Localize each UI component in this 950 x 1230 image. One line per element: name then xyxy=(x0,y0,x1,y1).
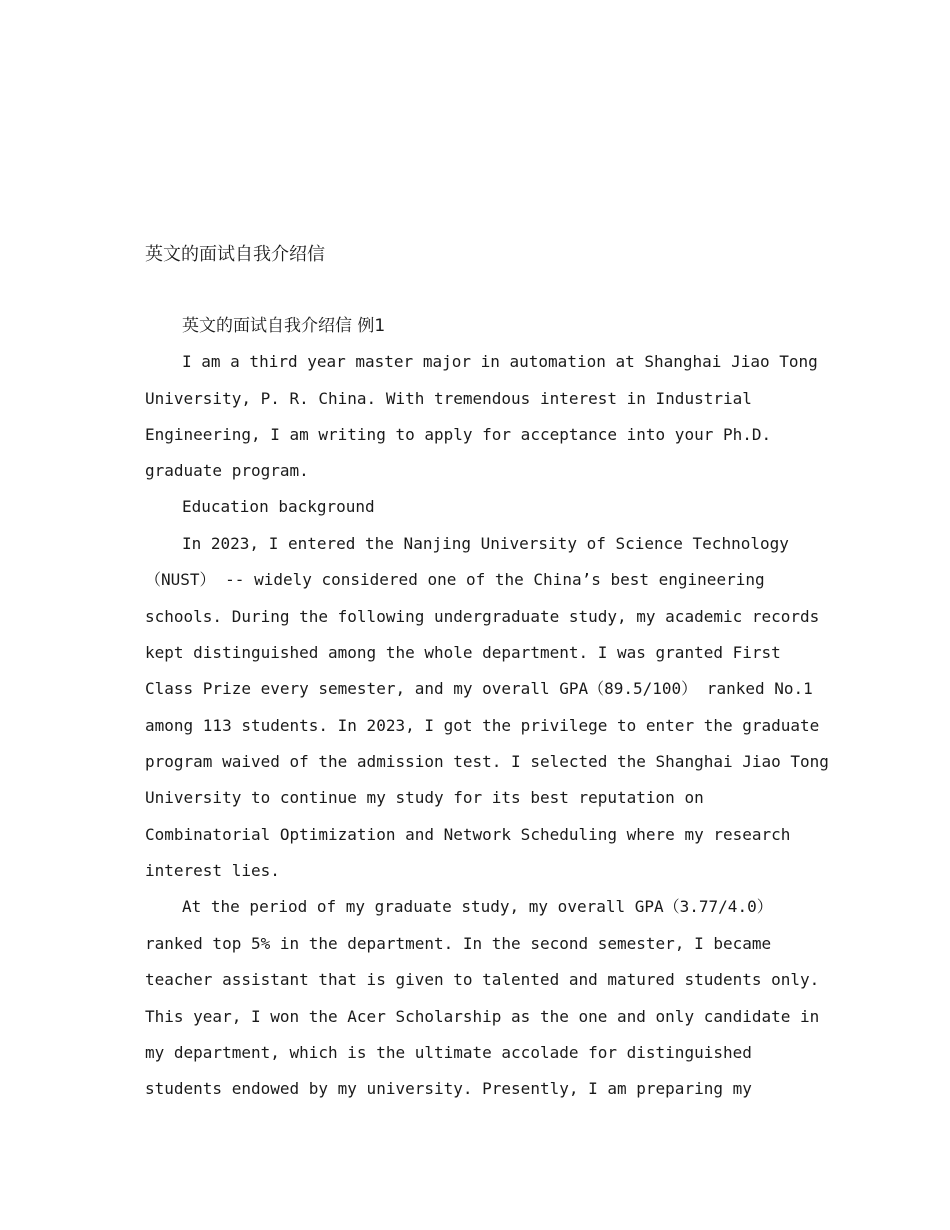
paragraph-line: At the period of my graduate study, my overall GPA（3.77/4.0） xyxy=(182,897,773,916)
paragraph-line: students endowed by my university. Presently, I am preparing my xyxy=(145,1079,752,1098)
paragraph-line: among 113 students. In 2023, I got the privilege to enter the graduate xyxy=(145,716,820,735)
paragraph-line: （NUST） -- widely considered one of the China’s best engineering xyxy=(145,570,765,589)
paragraph-line: ranked top 5% in the department. In the second semester, I became xyxy=(145,934,772,953)
paragraph-line: University, P. R. China. With tremendous interest in Industrial xyxy=(145,389,752,408)
paragraph-line: Combinatorial Optimization and Network Scheduling where my research xyxy=(145,825,791,844)
paragraph-line: Class Prize every semester, and my overall GPA（89.5/100） ranked No.1 xyxy=(145,679,813,698)
paragraph-line: This year, I won the Acer Scholarship as the one and only candidate in xyxy=(145,1007,820,1026)
paragraph-line: teacher assistant that is given to talented and matured students only. xyxy=(145,970,820,989)
subheading: Education background xyxy=(182,497,375,516)
paragraph-line: my department, which is the ultimate accolade for distinguished xyxy=(145,1043,752,1062)
paragraph-line: kept distinguished among the whole department. I was granted First xyxy=(145,643,781,662)
document-title: 英文的面试自我介绍信 xyxy=(145,244,325,265)
paragraph-line: program waived of the admission test. I selected the Shanghai Jiao Tong xyxy=(145,752,829,771)
paragraph-line: schools. During the following undergraduate study, my academic records xyxy=(145,607,820,626)
section-heading: 英文的面试自我介绍信 例1 xyxy=(182,316,386,336)
paragraph-line: I am a third year master major in automation at Shanghai Jiao Tong xyxy=(182,352,818,371)
paragraph-line: In 2023, I entered the Nanjing University of Science Technology xyxy=(182,534,789,553)
paragraph-line: Engineering, I am writing to apply for acceptance into your Ph.D. xyxy=(145,425,772,444)
paragraph-line: University to continue my study for its best reputation on xyxy=(145,788,704,807)
paragraph-line: graduate program. xyxy=(145,461,309,480)
paragraph-line: interest lies. xyxy=(145,861,280,880)
